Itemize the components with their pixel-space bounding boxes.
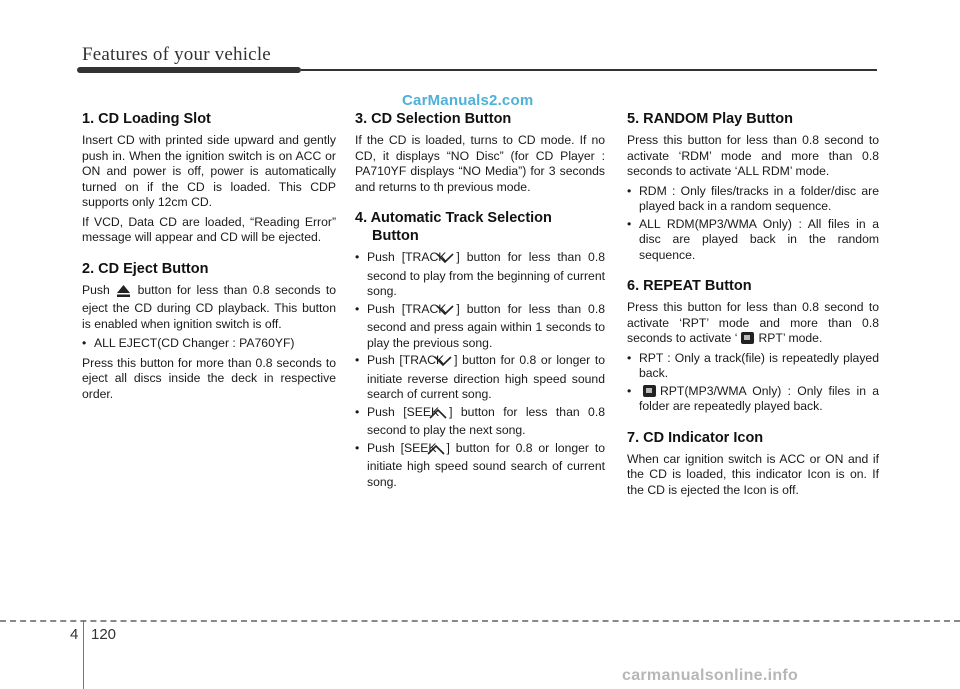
paragraph: Press this button for less than 0.8 second to activate ‘RDM’ mode and more than 0.8 seconds to activate ‘ALL RDM’ mode.	[627, 133, 879, 178]
list-item: • RDM : Only files/tracks in a folder/disc are played back in a random sequence.	[627, 183, 879, 213]
list-item: • Push [SEEK ] button for less than 0.8 second to play the next song.	[355, 404, 605, 437]
section-heading: 4. Automatic Track Selection Button	[355, 210, 552, 244]
chevron-down-icon	[446, 356, 452, 372]
list-item: • RPT(MP3/WMA Only) : Only files in a folder are repeatedly played back.	[627, 383, 879, 413]
footer-divider	[83, 620, 84, 689]
column-left	[82, 110, 336, 416]
bullet-list	[355, 250, 605, 490]
section-heading: 3. CD Selection Button	[355, 111, 512, 127]
bullet-list	[627, 351, 879, 415]
section-cd-selection-button	[355, 110, 605, 195]
folder-icon	[741, 332, 754, 344]
section-cd-loading-slot	[82, 110, 336, 246]
paragraph: Press this button for less than 0.8 second to activate ‘RPT’ mode and more than 0.8 seconds to activate ‘ RPT’ mode.	[627, 300, 879, 345]
watermark-top: CarManuals2.com	[402, 92, 534, 109]
section-heading: 5. RANDOM Play Button	[627, 111, 793, 127]
section-heading: 6. REPEAT Button	[627, 278, 752, 294]
list-item: • RPT : Only a track(file) is repeatedly played back.	[627, 350, 879, 380]
section-cd-eject-button	[82, 260, 336, 403]
list-item: • ALL EJECT(CD Changer : PA760YF)	[82, 336, 295, 350]
section-cd-indicator-icon	[627, 429, 879, 499]
section-repeat-button	[627, 277, 879, 415]
paragraph: If VCD, Data CD are loaded, “Reading Error” message will appear and CD will be ejected.	[82, 214, 336, 244]
column-middle	[355, 110, 605, 504]
list-item: • ALL RDM(MP3/WMA Only) : All files in a disc are played back in the random sequence.	[627, 216, 879, 262]
section-heading: 2. CD Eject Button	[82, 260, 209, 277]
chevron-up-icon	[439, 444, 445, 460]
paragraph: Press this button for more than 0.8 seconds to eject all discs inside the deck in respective order.	[82, 355, 336, 401]
list-item: • Push [TRACK ] button for 0.8 or longer to initiate reverse direction high speed sound search of current song.	[355, 353, 605, 401]
page-number: 120	[91, 626, 117, 643]
bullet-list	[627, 184, 879, 264]
bullet-list	[82, 336, 336, 352]
list-item: • Push [SEEK ] button for 0.8 or longer to initiate high speed sound search of current song.	[355, 440, 605, 489]
section-heading: 1. CD Loading Slot	[82, 111, 211, 127]
footer-rule	[0, 620, 960, 622]
section-heading: 7. CD Indicator Icon	[627, 429, 764, 446]
text-fragment: Push	[82, 282, 110, 297]
paragraph	[82, 283, 336, 333]
text-fragment: button for less than 0.8 seconds to eject the CD during CD playback. This button is enabled when ignition switch is off.	[82, 282, 336, 331]
eject-icon	[117, 285, 130, 302]
list-item: • Push [TRACK ] button for less than 0.8 second and press again within 1 seconds to play the previous song.	[355, 301, 605, 350]
watermark-bottom: carmanualsonline.info	[622, 667, 799, 684]
chevron-up-icon	[441, 408, 447, 424]
paragraph: Insert CD with printed side upward and gently push in. When the ignition switch is on ACC or ON and power is off, power is automatically turned on if the CD is loaded. This CDP supports only 12cm CD.	[82, 133, 336, 209]
chapter-number: 4	[70, 626, 79, 643]
paragraph: When car ignition switch is ACC or ON and if the CD is loaded, this indicator Icon is on. If the CD is ejected the Icon is off.	[627, 451, 879, 497]
chevron-down-icon	[448, 253, 454, 269]
list-item: • Push [TRACK ] button for less than 0.8 second to play from the beginning of current song.	[355, 250, 605, 298]
column-right	[627, 110, 879, 512]
paragraph: If the CD is loaded, turns to CD mode. If no CD, it displays “NO Disc” (for CD Player : PA710YF displays “NO Media”) for 3 seconds and returns to th previous mode.	[355, 133, 605, 194]
chevron-down-icon	[448, 305, 454, 321]
page-header-title: Features of your vehicle	[82, 44, 271, 65]
header-rule-thick	[77, 67, 301, 73]
section-automatic-track-selection	[355, 209, 605, 490]
section-random-play-button	[627, 110, 879, 263]
folder-icon	[643, 385, 656, 397]
header-rule-thin	[301, 69, 877, 71]
